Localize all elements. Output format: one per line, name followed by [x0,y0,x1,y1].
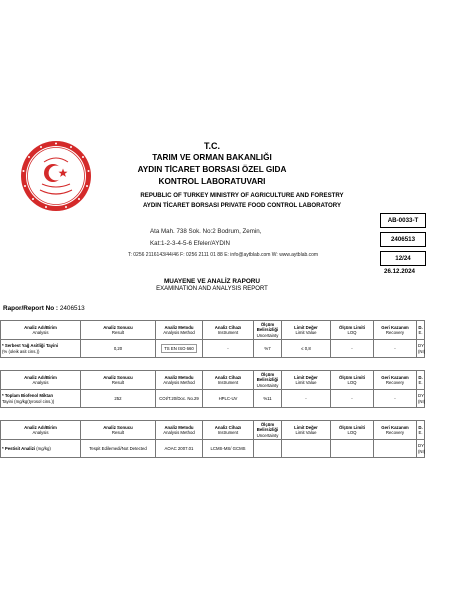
column-header: Analiz Metodu Analysis Method [156,371,203,390]
de-cell: DY (NI) [417,340,425,358]
table-header-row [1,321,425,340]
column-header: Geri Kazanım Recovery [374,421,417,440]
column-header: Analiz Sonucu Result [81,321,156,340]
column-header: D. E. [417,321,425,340]
column-header: D. E. [417,371,425,390]
method-cell: TS EN ISO 660 [156,340,203,358]
instrument-cell: - [203,340,254,358]
column-header: Limit Değer Limit Value [282,321,331,340]
column-header: Analiz Adı/Birim Analysis [1,321,81,340]
column-header: Limit Değer Limit Value [282,371,331,390]
recovery-cell: - [374,390,417,408]
uncertainty-cell: %7 [254,340,282,358]
limit-cell: ≤ 0,8 [282,340,331,358]
report-number-row [3,305,85,312]
uncertainty-cell: %11 [254,390,282,408]
column-header: Ölçüm Belirsizliği Uncertainty [254,371,282,390]
analysis-name-cell: * Toplam Biofenol Miktarı Tayini (mg/kg(tyrosol cins.)) [1,390,81,408]
address-line-1: Ata Mah. 738 Sok. No:2 Bodrum, Zemin, [150,228,262,235]
analysis-name-cell: * Pestisit Analizi (mg/kg) [1,440,81,458]
report-number-value: 2406513 [59,305,85,312]
column-header: Ölçüm Limiti LOQ [331,371,374,390]
header-line-tc: T.C. [203,141,220,151]
recovery-cell: - [374,340,417,358]
method-cell: AOAC 2007.01 [156,440,203,458]
header-line-borsa: AYDIN TİCARET BORSASI ÖZEL GIDA [137,165,287,174]
column-header: Analiz Metodu Analysis Method [156,421,203,440]
de-cell: DY (NI) [417,440,425,458]
column-header: Ölçüm Limiti LOQ [331,421,374,440]
column-header: Analiz Adı/Birim Analysis [1,371,81,390]
column-header: Geri Kazanım Recovery [374,321,417,340]
limit-cell: - [282,390,331,408]
table-header-row [1,371,425,390]
result-cell: 0,20 [81,340,156,358]
column-header: Ölçüm Belirsizliği Uncertainty [254,421,282,440]
report-title-en: EXAMINATION AND ANALYSIS REPORT [156,286,268,292]
column-header: Ölçüm Belirsizliği Uncertainty [254,321,282,340]
instrument-cell: LCMS-MS/ GCMS [203,440,254,458]
table-row [1,440,425,458]
column-header: Analiz Cihazı Instrument [203,421,254,440]
instrument-cell: HPLC-UV [203,390,254,408]
limit-cell [282,440,331,458]
analysis-name-cell: * Serbest Yağ Asitliği Tayini (% (oleik asit cins.)) [1,340,81,358]
contact-line: T: 0256 2116143/44/46 F: 0256 2111 01 88 E: info@aytblab.com W: www.aytblab.com [128,252,319,258]
address-line-2: Kat:1-2-3-4-5-6 Efeler/AYDIN [150,240,231,247]
analysis-table-2 [0,370,425,408]
column-header: Analiz Sonucu Result [81,371,156,390]
column-header: Limit Değer Limit Value [282,421,331,440]
header-line-ministry-en: REPUBLIC OF TURKEY MINISTRY OF AGRICULTURE AND FORESTRY [140,192,344,199]
document-revision: 12/24 [380,251,426,266]
table-header-row [1,421,425,440]
analysis-table-3 [0,420,425,458]
loq-cell [331,440,374,458]
column-header: Analiz Metodu Analysis Method [156,321,203,340]
de-cell: DY (NI) [417,390,425,408]
column-header: D. E. [417,421,425,440]
analysis-table-1 [0,320,425,358]
recovery-cell [374,440,417,458]
uncertainty-cell [254,440,282,458]
column-header: Analiz Adı/Birim Analysis [1,421,81,440]
result-cell: 252 [81,390,156,408]
header-line-lab: KONTROL LABORATUVARI [158,177,266,186]
column-header: Analiz Cihazı Instrument [203,321,254,340]
method-cell: COI/T.20/Doc. No.29 [156,390,203,408]
document-code: AB-0033-T [380,213,426,228]
header-line-ministry: TARIM VE ORMAN BAKANLIĞI [152,153,272,162]
document-date: 26.12.2024 [384,268,415,275]
column-header: Analiz Sonucu Result [81,421,156,440]
header-line-lab-en: AYDIN TİCARET BORSASI PRIVATE FOOD CONTROL LABORATORY [142,202,342,209]
report-title-tr: MUAYENE VE ANALİZ RAPORU [163,278,261,285]
report-number-label: Rapor/Report No : [3,305,59,312]
column-header: Analiz Cihazı Instrument [203,371,254,390]
table-row [1,340,425,358]
column-header: Ölçüm Limiti LOQ [331,321,374,340]
document-report-number: 2406513 [380,232,426,247]
column-header: Geri Kazanım Recovery [374,371,417,390]
result-cell: Tespit Edilemedi/Not Detected [81,440,156,458]
loq-cell: - [331,390,374,408]
loq-cell: - [331,340,374,358]
table-row [1,390,425,408]
